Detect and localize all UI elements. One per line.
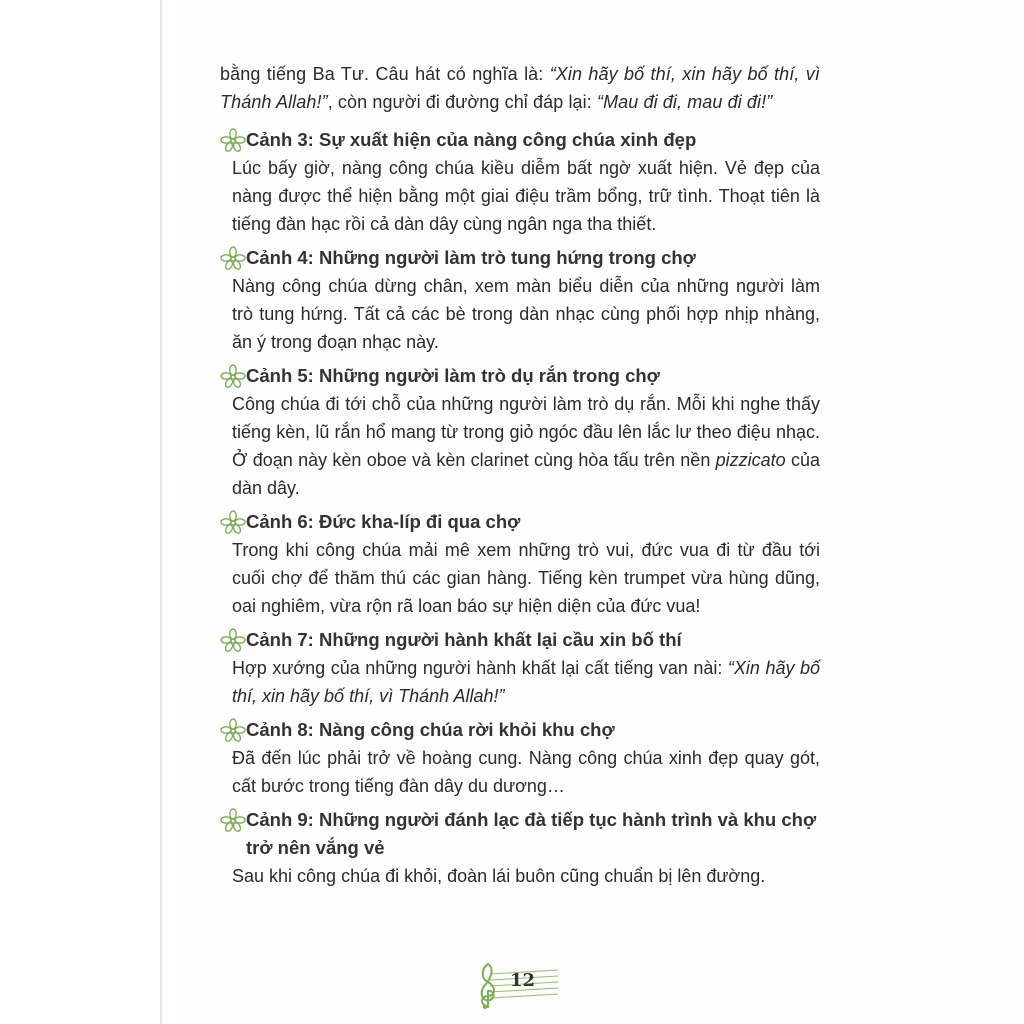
- scene-heading: [220, 362, 820, 390]
- scene-title: Cảnh 7: Những người hành khất lại cầu xin bố thí: [246, 629, 682, 650]
- scene-body: Nàng công chúa dừng chân, xem màn biểu diễn của những người làm trò tung hứng. Tất cả các bè trong dàn nhạc cùng phối hợp nhịp nhàng, ăn ý trong đoạn nhạc này.: [232, 276, 820, 352]
- page-number: 12: [510, 970, 536, 991]
- scene-5: [220, 362, 820, 502]
- scene-body: Đã đến lúc phải trở về hoàng cung. Nàng công chúa xinh đẹp quay gót, cất bước trong tiếng đàn dây du dương…: [232, 748, 820, 796]
- flower-icon: [220, 364, 246, 388]
- scene-8: [220, 716, 820, 800]
- scene-body: Trong khi công chúa mải mê xem những trò vui, đức vua đi từ đầu tới cuối chợ để thăm thú các gian hàng. Tiếng kèn trumpet vừa hùng dũng, oai nghiêm, vừa rộn rã loan báo sự hiện diện của đức vua!: [232, 540, 820, 616]
- scene-title: Cảnh 5: Những người làm trò dụ rắn trong chợ: [246, 365, 660, 386]
- scene-heading: [220, 244, 820, 272]
- flower-icon: [220, 808, 246, 832]
- scene-body-text: Hợp xướng của những người hành khất lại cất tiếng van nài:: [232, 658, 728, 678]
- scene-9: [220, 806, 820, 890]
- intro-text-2: , còn người đi đường chỉ đáp lại:: [327, 92, 597, 112]
- scene-4: [220, 244, 820, 356]
- scene-heading: [220, 806, 820, 862]
- scene-body-text: Công chúa đi tới chỗ của những người làm trò dụ rắn. Mỗi khi nghe thấy tiếng kèn, lũ rắn hổ mang từ trong giỏ ngóc đầu lên lắc lư theo điệu nhạc. Ở đoạn này kèn oboe và kèn clarinet cùng hòa tấu trên nền: [232, 394, 820, 470]
- scene-title: Cảnh 8: Nàng công chúa rời khỏi khu chợ: [246, 719, 615, 740]
- flower-icon: [220, 718, 246, 742]
- flower-icon: [220, 128, 246, 152]
- scene-body: Lúc bấy giờ, nàng công chúa kiều diễm bất ngờ xuất hiện. Vẻ đẹp của nàng được thể hiện bằng một giai điệu trầm bổng, trữ tình. Thoạt tiên là tiếng đàn hạc rồi cả dàn dây cùng ngân nga tha thiết.: [232, 158, 820, 234]
- scene-heading: [220, 126, 820, 154]
- scene-heading: [220, 716, 820, 744]
- intro-paragraph: [220, 60, 820, 116]
- scene-body: Sau khi công chúa đi khỏi, đoàn lái buôn cũng chuẩn bị lên đường.: [232, 866, 766, 886]
- scene-body: [220, 654, 820, 710]
- scene-body-quote: “Xin hãy bố thí, xin hãy bố thí, vì Thánh Allah!”: [232, 658, 820, 706]
- scene-body: [220, 390, 820, 502]
- scene-title: Cảnh 4: Những người làm trò tung hứng trong chợ: [246, 247, 696, 268]
- intro-quote-1: “Xin hãy bố thí, xin hãy bố thí, vì Thánh Allah!”: [220, 64, 820, 112]
- scene-7: [220, 626, 820, 710]
- scene-body-term: pizzicato: [715, 450, 786, 470]
- scene-title: Cảnh 9: Những người đánh lạc đà tiếp tục hành trình và khu chợ trở nên vắng vẻ: [246, 809, 817, 858]
- page-content: [220, 60, 820, 890]
- scene-heading: [220, 626, 820, 654]
- flower-icon: [220, 628, 246, 652]
- scene-heading: [220, 508, 820, 536]
- page-gutter-line: [160, 0, 162, 1024]
- page-number-ornament: [470, 960, 560, 1010]
- intro-text-1: bằng tiếng Ba Tư. Câu hát có nghĩa là:: [220, 64, 550, 84]
- flower-icon: [220, 510, 246, 534]
- scene-3: [220, 126, 820, 238]
- scene-body-tail: của dàn dây.: [232, 450, 820, 498]
- scene-6: [220, 508, 820, 620]
- flower-icon: [220, 246, 246, 270]
- intro-quote-2: “Mau đi đi, mau đi đi!”: [596, 92, 773, 112]
- scene-title: Cảnh 6: Đức kha-líp đi qua chợ: [246, 511, 521, 532]
- scene-title: Cảnh 3: Sự xuất hiện của nàng công chúa xinh đẹp: [246, 129, 697, 150]
